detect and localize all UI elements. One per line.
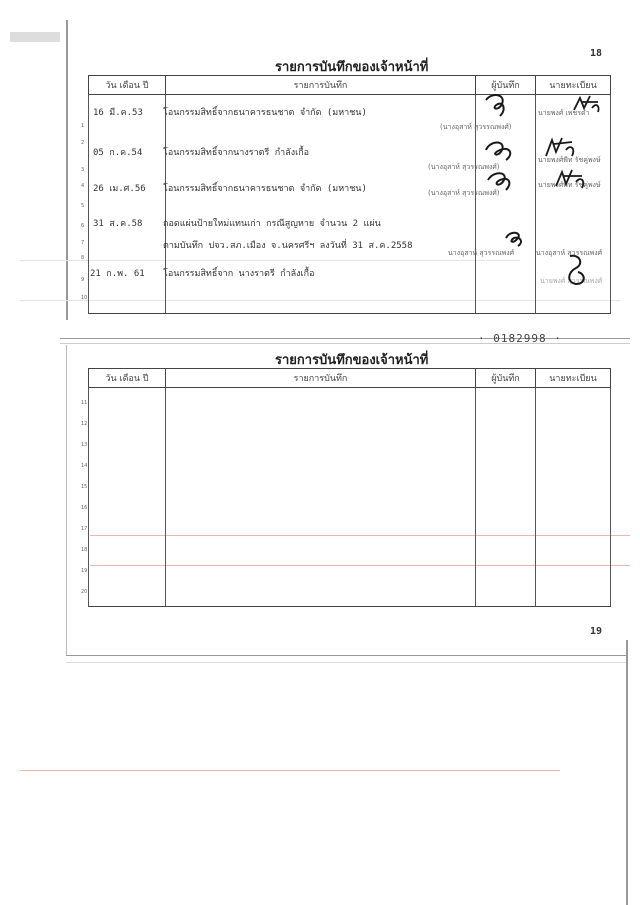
- header-registrar: นายทะเบียน: [536, 76, 611, 95]
- record-entry-line2: ตามบันทึก ปจว.สภ.เมือง จ.นครศรีฯ ลงวันที่ 31 ส.ค.2558: [163, 241, 413, 251]
- recorder-name: นางอุสาห์ สุวรรณพงศ์: [448, 249, 515, 257]
- row-number: 3: [81, 167, 85, 173]
- row-number: 11: [81, 400, 88, 406]
- row-number: 10: [81, 295, 88, 301]
- registrar-column: [536, 388, 611, 607]
- row-number: 4: [81, 183, 85, 189]
- officer-record-table: [81, 368, 611, 607]
- header-recorder: ผู้บันทึก: [476, 369, 536, 388]
- row-number: 18: [81, 547, 88, 553]
- header-registrar: นายทะเบียน: [536, 369, 611, 388]
- recorder-signature: [480, 136, 524, 166]
- row-number: 2: [81, 140, 85, 146]
- registrar-name: นายพงศ์ สุวรรณพงศ์: [540, 277, 603, 285]
- registrar-signature: [538, 132, 582, 162]
- record-entry: โอนกรรมสิทธิ์จากนางราตรี กำลังเกื้อ: [163, 148, 310, 158]
- record-date: 26 เม.ศ.56: [93, 184, 146, 194]
- scan-left-edge: [66, 20, 68, 320]
- scan-left-edge-lower: [66, 345, 67, 655]
- table-header-row: [89, 369, 611, 388]
- paper-red-rule: [20, 770, 560, 771]
- header-recorder: ผู้บันทึก: [476, 76, 536, 95]
- row-number: 19: [81, 568, 88, 574]
- sheet-title: รายการบันทึกของเจ้าหน้าที่: [275, 60, 429, 75]
- recorder-name: (นางอุสาห์ สุวรรณพงศ์): [440, 123, 512, 131]
- registrar-signature: [560, 252, 590, 288]
- recorder-signature: [500, 228, 530, 248]
- record-date: 16 มี.ค.53: [93, 108, 143, 118]
- header-entry: รายการบันทึก: [166, 76, 476, 95]
- row-number: 15: [81, 484, 88, 490]
- scan-right-edge: [626, 640, 628, 905]
- row-number: 7: [81, 240, 85, 246]
- record-entry: โอนกรรมสิทธิ์จากธนาคารธนชาต จำกัด (มหาชน): [163, 108, 367, 118]
- row-number: 14: [81, 463, 88, 469]
- registrar-name: นายพงศ์พีท รัชคู่พงษ์: [538, 181, 601, 189]
- record-entry: โอนกรรมสิทธิ์จากธนาคารธนชาต จำกัด (มหาชน): [163, 184, 367, 194]
- registrar-name: นายพงศ์ เพชรดำ: [538, 109, 590, 117]
- row-number: 5: [81, 203, 85, 209]
- page-number: 18: [590, 48, 603, 59]
- date-column: [81, 388, 166, 607]
- registrar-signature: [570, 92, 604, 116]
- row-number: 8: [81, 255, 85, 261]
- recorder-name: (นางอุสาห์ สุวรรณพงศ์): [428, 189, 500, 197]
- registrar-name: นายพงศ์พีท รัชคู่พงษ์: [538, 156, 601, 164]
- record-entry: โอนกรรมสิทธิ์จาก นางราตรี กำลังเกื้อ: [163, 269, 315, 279]
- row-number: 17: [81, 526, 88, 532]
- entry-column: [166, 388, 476, 607]
- row-number: 20: [81, 589, 88, 595]
- page-number: 19: [590, 626, 603, 637]
- table-body: [89, 388, 611, 607]
- sheet-title: รายการบันทึกของเจ้าหน้าที่: [275, 353, 429, 368]
- scan-top-left-corner: [10, 32, 60, 42]
- table-body: [89, 95, 611, 314]
- header-date: วัน เดือน ปี: [89, 369, 166, 388]
- date-column: [81, 95, 166, 314]
- row-number: 6: [81, 223, 85, 229]
- recorder-signature: [478, 90, 518, 120]
- recorder-name: (นางอุสาห์ สุวรรณพงศ์): [428, 163, 500, 171]
- recorder-signature: [482, 168, 522, 196]
- recorder-column: [476, 388, 536, 607]
- serial-number-stamp: · 0182998 ·: [478, 332, 562, 345]
- row-number: 1: [81, 123, 85, 129]
- entry-column: [166, 95, 476, 314]
- header-date: วัน เดือน ปี: [89, 76, 166, 95]
- registrar-signature: [550, 166, 590, 192]
- record-date: 31 ส.ค.58: [93, 219, 143, 229]
- record-date: 05 ก.ค.54: [93, 148, 143, 158]
- row-number: 9: [81, 277, 85, 283]
- registrar-name: นางอุสาห์ สุวรรณพงศ์: [536, 249, 603, 257]
- row-number: 16: [81, 505, 88, 511]
- scan-lower-edge-2: [66, 662, 626, 663]
- header-entry: รายการบันทึก: [166, 369, 476, 388]
- scan-lower-edge: [66, 655, 626, 656]
- row-number: 13: [81, 442, 88, 448]
- record-entry: ถอดแผ่นป้ายใหม่แทนเก่า กรณีสูญหาย จำนวน 2 แผ่น: [163, 219, 381, 229]
- row-number: 12: [81, 421, 88, 427]
- record-date: 21 ก.พ. 61: [90, 269, 145, 279]
- table-header-row: [89, 76, 611, 95]
